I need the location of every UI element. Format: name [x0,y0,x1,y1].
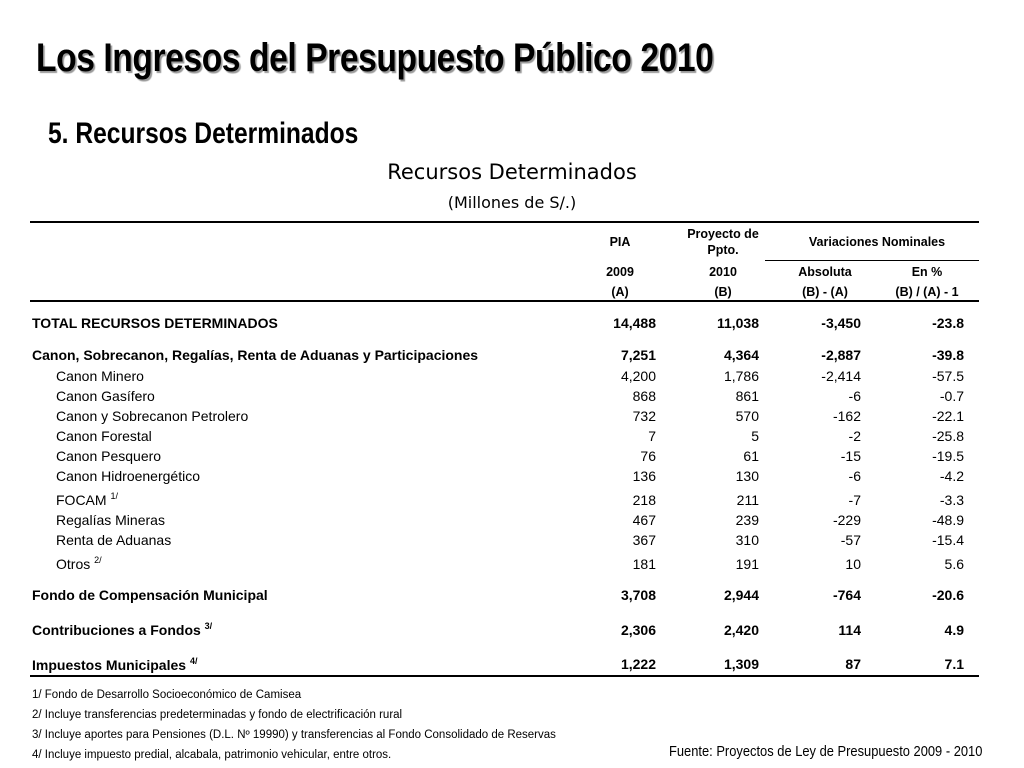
row-label: Impuestos Municipales $^{4/}$ [32,656,198,673]
cell-pia-2009: 1,222 [620,656,656,672]
header-code-pct: (B) / (A) - 1 [895,285,959,299]
header-absoluta: Absoluta [798,265,852,279]
row-label: Canon, Sobrecanon, Regalías, Renta de Aduanas y Participaciones [32,347,479,363]
cell-proyecto-2010: 130 [735,468,759,484]
row-label: Renta de Aduanas [56,532,172,548]
cell-proyecto-2010: 570 [735,408,759,424]
cell-en-pct: 7.1 [944,656,964,672]
cell-en-pct: 5.6 [944,556,964,572]
header-code-abs: (B) - (A) [802,285,848,299]
row-label: Canon Pesquero [56,448,162,464]
cell-absoluta: -57 [840,532,861,548]
cell-pia-2009: 868 [632,388,656,404]
cell-absoluta: -2,887 [821,347,861,363]
row-label: Canon Forestal [56,428,152,444]
header-en-pct: En % [911,265,943,279]
cell-absoluta: 10 [845,556,861,572]
table-subtitle: (Millones de S/.) [447,193,577,212]
cell-proyecto-2010: 1,309 [723,656,759,672]
cell-absoluta: -6 [848,468,861,484]
cell-proyecto-2010: 61 [743,448,759,464]
row-label: Otros $^{2/}$ [56,555,102,572]
header-year-a: 2009 [606,265,634,279]
row-label: Canon Hidroenergético [56,468,200,484]
header-code-a: (A) [611,285,629,299]
header-variaciones: Variaciones Nominales [808,235,946,249]
cell-en-pct: -48.9 [932,512,964,528]
row-label: Regalías Mineras [56,512,165,528]
cell-proyecto-2010: 861 [735,388,759,404]
cell-en-pct: -57.5 [932,368,964,384]
cell-en-pct: -0.7 [939,388,964,404]
cell-pia-2009: 4,200 [620,368,656,384]
cell-en-pct: -25.8 [932,428,964,444]
variaciones-underline [765,260,979,261]
cell-proyecto-2010: 2,944 [723,587,759,603]
cell-en-pct: -39.8 [932,347,964,363]
footnote-ref: 4/ [189,656,198,666]
cell-absoluta: -2 [848,428,861,444]
cell-pia-2009: 3,708 [620,587,656,603]
cell-en-pct: 4.9 [944,622,964,638]
cell-proyecto-2010: 5 [751,428,759,444]
cell-pia-2009: 7,251 [620,347,656,363]
cell-proyecto-2010: 191 [735,556,759,572]
cell-pia-2009: 367 [632,532,656,548]
row-label: Canon y Sobrecanon Petrolero [56,408,249,424]
header-code-b: (B) [714,285,732,299]
cell-absoluta: -162 [832,408,861,424]
footnote-4: 4/ Incluye impuesto predial, alcabala, patrimonio vehicular, entre otros. [32,749,392,761]
table-title: Recursos Determinados [387,160,637,184]
header-year-b: 2010 [709,265,737,279]
cell-en-pct: -3.3 [939,492,964,508]
cell-en-pct: -23.8 [932,315,964,331]
header-proyecto: Proyecto de Ppto. [687,227,759,257]
cell-absoluta: 87 [845,656,861,672]
cell-absoluta: -7 [848,492,861,508]
cell-en-pct: -15.4 [932,532,964,548]
page-title: Los Ingresos del Presupuesto Público 2010 [36,36,714,80]
cell-absoluta: -2,414 [821,368,861,384]
row-label: Contribuciones a Fondos $^{3/}$ [32,621,213,638]
section-title: 5. Recursos Determinados [48,117,359,150]
row-label: FOCAM $^{1/}$ [56,491,118,508]
cell-pia-2009: 218 [632,492,656,508]
footnote-1: 1/ Fondo de Desarrollo Socioeconómico de Camisea [32,689,302,701]
cell-absoluta: -3,450 [821,315,861,331]
footnote-3: 3/ Incluye aportes para Pensiones (D.L. Nº 19990) y transferencias al Fondo Consolidado de Reservas [32,729,556,741]
cell-pia-2009: 136 [632,468,656,484]
row-label: Fondo de Compensación Municipal [32,587,268,603]
table-top-rule [30,221,979,223]
cell-proyecto-2010: 239 [735,512,759,528]
cell-pia-2009: 14,488 [613,315,656,331]
cell-proyecto-2010: 1,786 [723,368,759,384]
cell-proyecto-2010: 211 [736,492,759,508]
header-bottom-rule [30,300,979,302]
cell-pia-2009: 732 [632,408,656,424]
cell-absoluta: -229 [832,512,861,528]
footnote-ref: 1/ [110,491,118,501]
table-bottom-rule [30,675,979,677]
cell-pia-2009: 76 [640,448,656,464]
source-note: Fuente: Proyectos de Ley de Presupuesto 2009 - 2010 [669,743,983,760]
cell-en-pct: -20.6 [932,587,964,603]
cell-pia-2009: 181 [632,556,656,572]
cell-proyecto-2010: 310 [735,532,759,548]
cell-absoluta: -6 [848,388,861,404]
cell-absoluta: 114 [838,622,861,638]
cell-en-pct: -4.2 [939,468,964,484]
cell-proyecto-2010: 4,364 [723,347,759,363]
row-label: Canon Gasífero [56,388,155,404]
header-pia: PIA [609,235,631,249]
cell-pia-2009: 7 [648,428,656,444]
cell-en-pct: -22.1 [932,408,964,424]
row-label: TOTAL RECURSOS DETERMINADOS [32,315,278,331]
footnote-ref: 3/ [204,621,213,631]
row-label: Canon Minero [56,368,144,384]
cell-pia-2009: 467 [632,512,656,528]
cell-proyecto-2010: 2,420 [723,622,759,638]
cell-absoluta: -15 [840,448,861,464]
cell-pia-2009: 2,306 [620,622,656,638]
footnote-ref: 2/ [94,555,102,565]
cell-en-pct: -19.5 [932,448,964,464]
footnote-2: 2/ Incluye transferencias predeterminadas y fondo de electrificación rural [32,709,403,721]
cell-absoluta: -764 [832,587,861,603]
cell-proyecto-2010: 11,038 [716,315,759,331]
